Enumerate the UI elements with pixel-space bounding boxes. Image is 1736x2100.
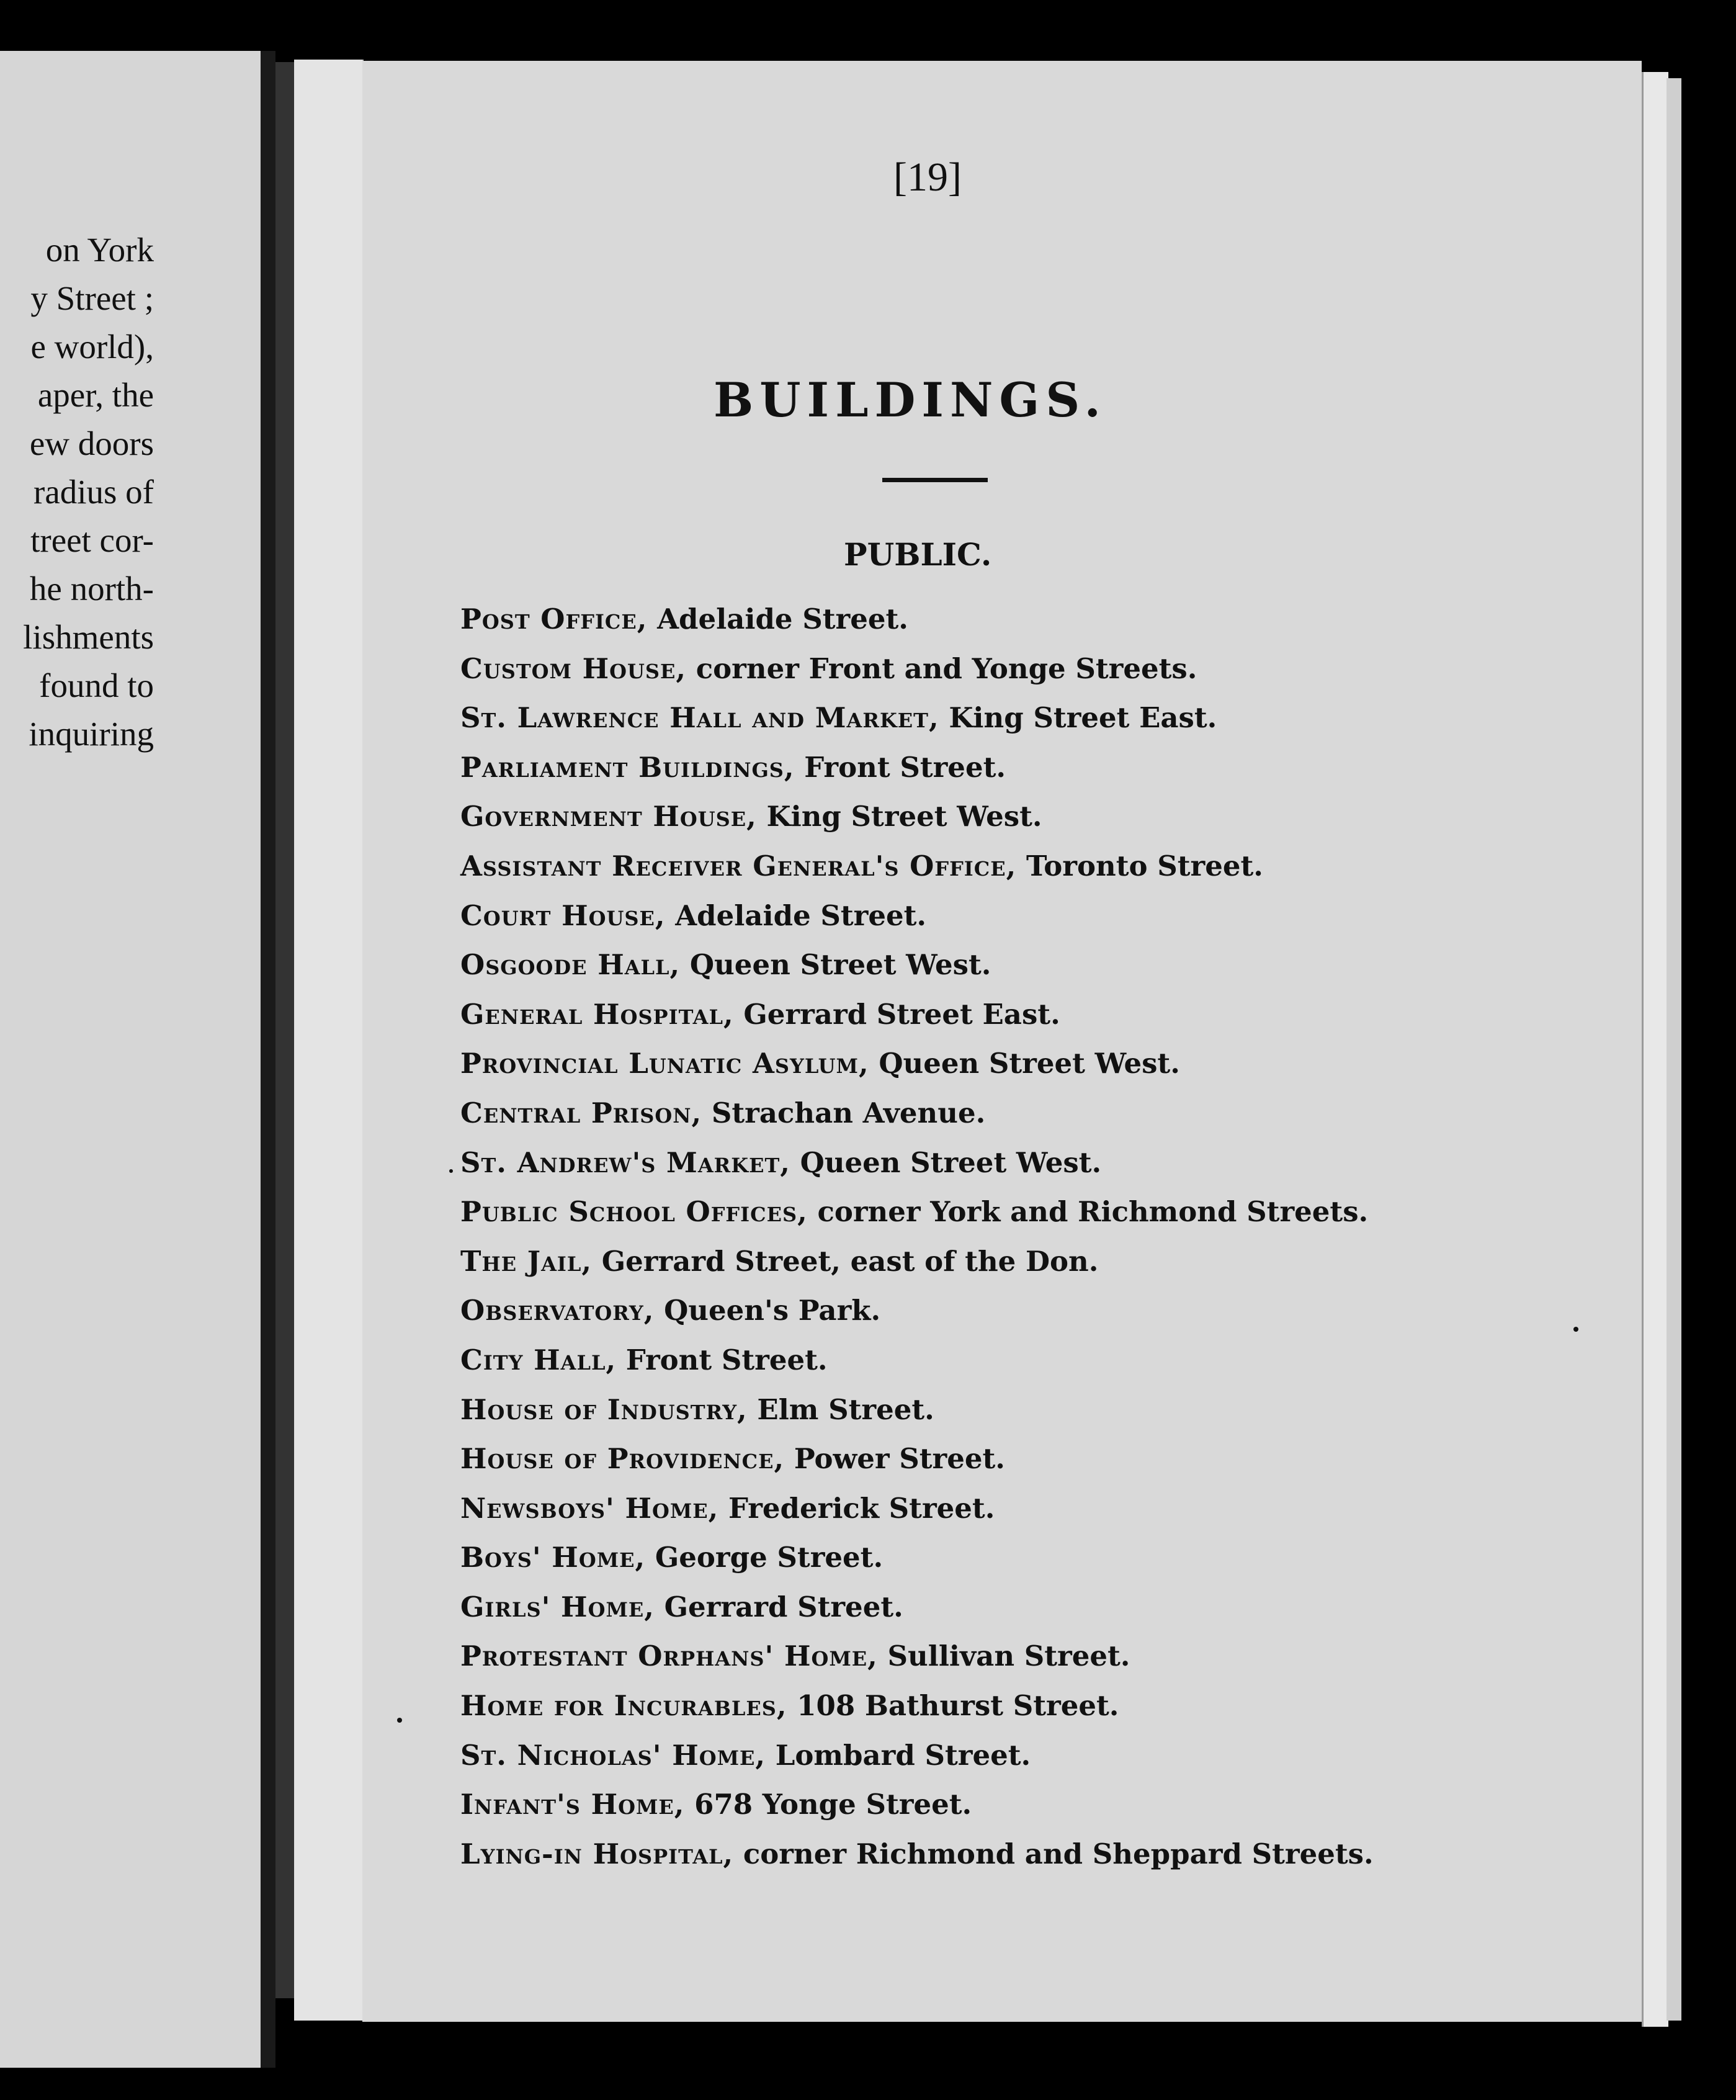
building-name: Government House,	[460, 800, 757, 833]
list-item	[460, 1434, 1374, 1484]
building-location: Queen Street West.	[689, 948, 991, 982]
list-item	[460, 743, 1374, 792]
list-item	[460, 595, 1374, 644]
facing-line: treet cor-	[30, 521, 154, 559]
list-item	[460, 1237, 1374, 1286]
list-item	[460, 792, 1374, 841]
building-name: Custom House,	[460, 652, 687, 685]
list-item	[460, 1829, 1374, 1879]
ink-speck	[1573, 1327, 1578, 1332]
building-name: House of Providence,	[460, 1442, 785, 1476]
list-item	[460, 1533, 1374, 1582]
building-location: Adelaide Street.	[675, 899, 927, 932]
book-gutter	[275, 62, 294, 1998]
building-location: Gerrard Street, east of the Don.	[601, 1244, 1099, 1278]
building-location: King Street West.	[766, 800, 1042, 833]
facing-line: ew doors	[29, 424, 154, 462]
list-item	[460, 1286, 1374, 1335]
section-heading: PUBLIC.	[844, 536, 992, 573]
building-name: The Jail,	[460, 1244, 593, 1278]
building-name: St. Nicholas' Home,	[460, 1738, 766, 1772]
building-location: Sullivan Street.	[887, 1640, 1130, 1673]
building-name: House of Industry,	[460, 1393, 748, 1426]
list-item	[460, 1731, 1374, 1780]
building-location: Queen Street West.	[800, 1146, 1102, 1179]
list-item	[460, 1681, 1374, 1731]
building-location: Elm Street.	[757, 1393, 934, 1426]
building-name: Boys' Home,	[460, 1541, 646, 1574]
building-location: Adelaide Street.	[657, 603, 908, 635]
building-name: Public School Offices,	[460, 1195, 808, 1229]
building-location: Queen's Park.	[664, 1294, 881, 1327]
building-name: Court House,	[460, 899, 666, 932]
list-item	[460, 1088, 1374, 1138]
list-item	[460, 1187, 1374, 1237]
page-number: [19]	[893, 155, 962, 200]
list-item	[460, 940, 1374, 990]
facing-line: inquiring	[29, 715, 154, 753]
facing-line: e world),	[30, 328, 154, 366]
facing-line: y Street ;	[30, 279, 154, 317]
building-location: 678 Yonge Street.	[694, 1788, 972, 1821]
building-location: Queen Street West.	[879, 1047, 1180, 1080]
title-rule	[882, 478, 988, 482]
list-item	[460, 1631, 1374, 1681]
list-item	[460, 1484, 1374, 1533]
building-name: Assistant Receiver General's Office,	[460, 849, 1017, 882]
building-name: Provincial Lunatic Asylum,	[460, 1047, 869, 1080]
facing-line: on York	[45, 231, 154, 269]
building-location: Power Street.	[794, 1442, 1005, 1476]
building-location: corner Front and Yonge Streets.	[696, 652, 1197, 685]
list-item	[460, 841, 1374, 891]
list-item	[460, 990, 1374, 1039]
building-name: St. Lawrence Hall and Market,	[460, 701, 939, 735]
building-location: Gerrard Street.	[664, 1590, 903, 1623]
building-name: Infant's Home,	[460, 1788, 685, 1821]
building-name: Protestant Orphans' Home,	[460, 1640, 878, 1673]
page-title: BUILDINGS.	[714, 372, 1107, 428]
building-location: corner York and Richmond Streets.	[817, 1195, 1369, 1229]
facing-page-text	[23, 226, 154, 758]
building-name: General Hospital,	[460, 997, 734, 1031]
facing-line: found to	[39, 666, 154, 704]
facing-line: radius of	[34, 473, 154, 511]
building-name: Home for Incurables,	[460, 1689, 787, 1723]
binding-strip	[294, 60, 364, 2021]
list-item	[460, 1039, 1374, 1088]
building-location: Front Street.	[625, 1343, 828, 1376]
page-edge	[1642, 72, 1668, 2027]
facing-line: lishments	[23, 618, 154, 656]
building-name: Central Prison,	[460, 1096, 702, 1129]
building-name: Girls' Home,	[460, 1590, 655, 1623]
list-item	[460, 644, 1374, 694]
list-item	[460, 1138, 1374, 1188]
facing-line: he north-	[29, 570, 154, 608]
building-name: Osgoode Hall,	[460, 948, 681, 982]
building-name: City Hall,	[460, 1343, 617, 1376]
building-name: Observatory,	[460, 1294, 655, 1327]
ink-speck	[397, 1718, 402, 1723]
list-item	[460, 1385, 1374, 1435]
building-name: Parliament Buildings,	[460, 750, 795, 784]
building-location: corner Richmond and Sheppard Streets.	[743, 1837, 1374, 1870]
building-name: St. Andrew's Market,	[460, 1146, 790, 1179]
building-location: Strachan Avenue.	[711, 1096, 986, 1129]
facing-line: aper, the	[37, 376, 154, 414]
ink-speck	[449, 1169, 453, 1173]
building-location: Lombard Street.	[775, 1738, 1031, 1772]
building-location: Gerrard Street East.	[743, 997, 1060, 1031]
list-item	[460, 1582, 1374, 1632]
building-location: Front Street.	[804, 750, 1006, 784]
building-list	[460, 595, 1374, 1878]
list-item	[460, 891, 1374, 941]
book-gutter-shadow	[261, 51, 275, 2068]
page-edge-stack	[1667, 78, 1681, 2021]
building-name: Post Office,	[460, 603, 648, 635]
building-location: George Street.	[655, 1541, 884, 1574]
building-location: Frederick Street.	[728, 1491, 995, 1525]
building-location: King Street East.	[949, 701, 1217, 735]
facing-page	[0, 51, 261, 2068]
building-location: Toronto Street.	[1026, 849, 1263, 882]
list-item	[460, 693, 1374, 743]
building-name: Newsboys' Home,	[460, 1491, 719, 1525]
building-name: Lying-in Hospital,	[460, 1837, 734, 1870]
list-item	[460, 1335, 1374, 1385]
list-item	[460, 1780, 1374, 1829]
building-location: 108 Bathurst Street.	[797, 1689, 1119, 1723]
